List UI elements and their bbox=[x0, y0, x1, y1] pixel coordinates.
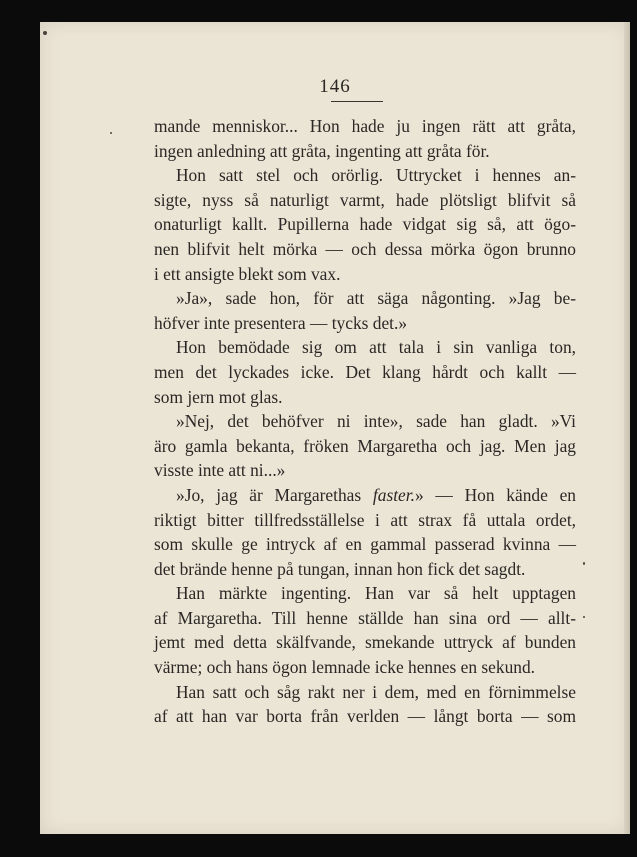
paper-speck bbox=[110, 132, 112, 134]
text-line: Han satt och såg rakt ner i dem, med en förnimmelse bbox=[176, 681, 576, 702]
text-line: Hon bemödade sig om att tala i sin vanliga ton, bbox=[176, 337, 576, 358]
text-line: riktigt bitter tillfredsställelse i att strax få uttala ordet, bbox=[154, 509, 576, 530]
text-line: äro gamla bekanta, fröken Margaretha och jag. Men jag bbox=[154, 435, 576, 456]
text-line: jemt med detta skälfvande, smekande uttryck af bunden bbox=[154, 632, 576, 653]
paper-speck bbox=[43, 31, 47, 35]
text-line: onaturligt kallt. Pupillerna hade vidgat sig så, att ögo- bbox=[154, 214, 576, 235]
book-page bbox=[40, 22, 630, 834]
text-line: »Nej, det behöfver ni inte», sade han gladt. »Vi bbox=[176, 411, 576, 432]
text-line: värme; och hans ögon lemnade icke hennes en sekund. bbox=[154, 657, 536, 678]
text-line: det brände henne på tungan, innan hon fick det sagdt. bbox=[154, 558, 526, 579]
text-line: sigte, nyss så naturligt varmt, hade plötsligt blifvit så bbox=[154, 189, 576, 210]
paper-speck bbox=[583, 616, 585, 618]
text-line: som jern mot glas. bbox=[154, 386, 283, 407]
text-line: Hon satt stel och orörlig. Uttrycket i hennes an- bbox=[176, 165, 576, 186]
italic-word: faster. bbox=[372, 484, 415, 505]
text-line: Han märkte ingenting. Han var så helt upptagen bbox=[176, 583, 576, 604]
page-edge-shadow bbox=[624, 22, 630, 834]
body-text bbox=[154, 114, 576, 729]
text-line: af att han var borta från verlden — långt borta — som bbox=[154, 706, 576, 727]
text-line: nen blifvit helt mörka — och dessa mörka ögon brunno bbox=[154, 238, 576, 259]
text-line: i ett ansigte blekt som vax. bbox=[154, 263, 341, 284]
text-line: mande menniskor... Hon hade ju ingen rätt att gråta, bbox=[154, 116, 576, 136]
text-line: »Jo, jag är Margarethas faster.» — Hon kände en bbox=[176, 484, 576, 505]
text-line: som skulle ge intryck af en gammal passerad kvinna — bbox=[154, 534, 576, 555]
page-number-underline bbox=[331, 101, 383, 102]
text-line: af Margaretha. Till henne ställde han sina ord — allt- bbox=[154, 607, 576, 628]
text-line: höfver inte presentera — tycks det.» bbox=[154, 312, 408, 333]
page-number: 146 bbox=[319, 76, 351, 97]
paper-speck bbox=[583, 562, 585, 565]
text-line: ingen anledning att gråta, ingenting att gråta för. bbox=[154, 140, 490, 161]
text-line: »Ja», sade hon, för att säga någonting. »Jag be- bbox=[176, 288, 576, 309]
text-line: visste inte att ni...» bbox=[154, 460, 286, 481]
text-line: men det lyckades icke. Det klang hårdt och kallt — bbox=[154, 361, 576, 382]
